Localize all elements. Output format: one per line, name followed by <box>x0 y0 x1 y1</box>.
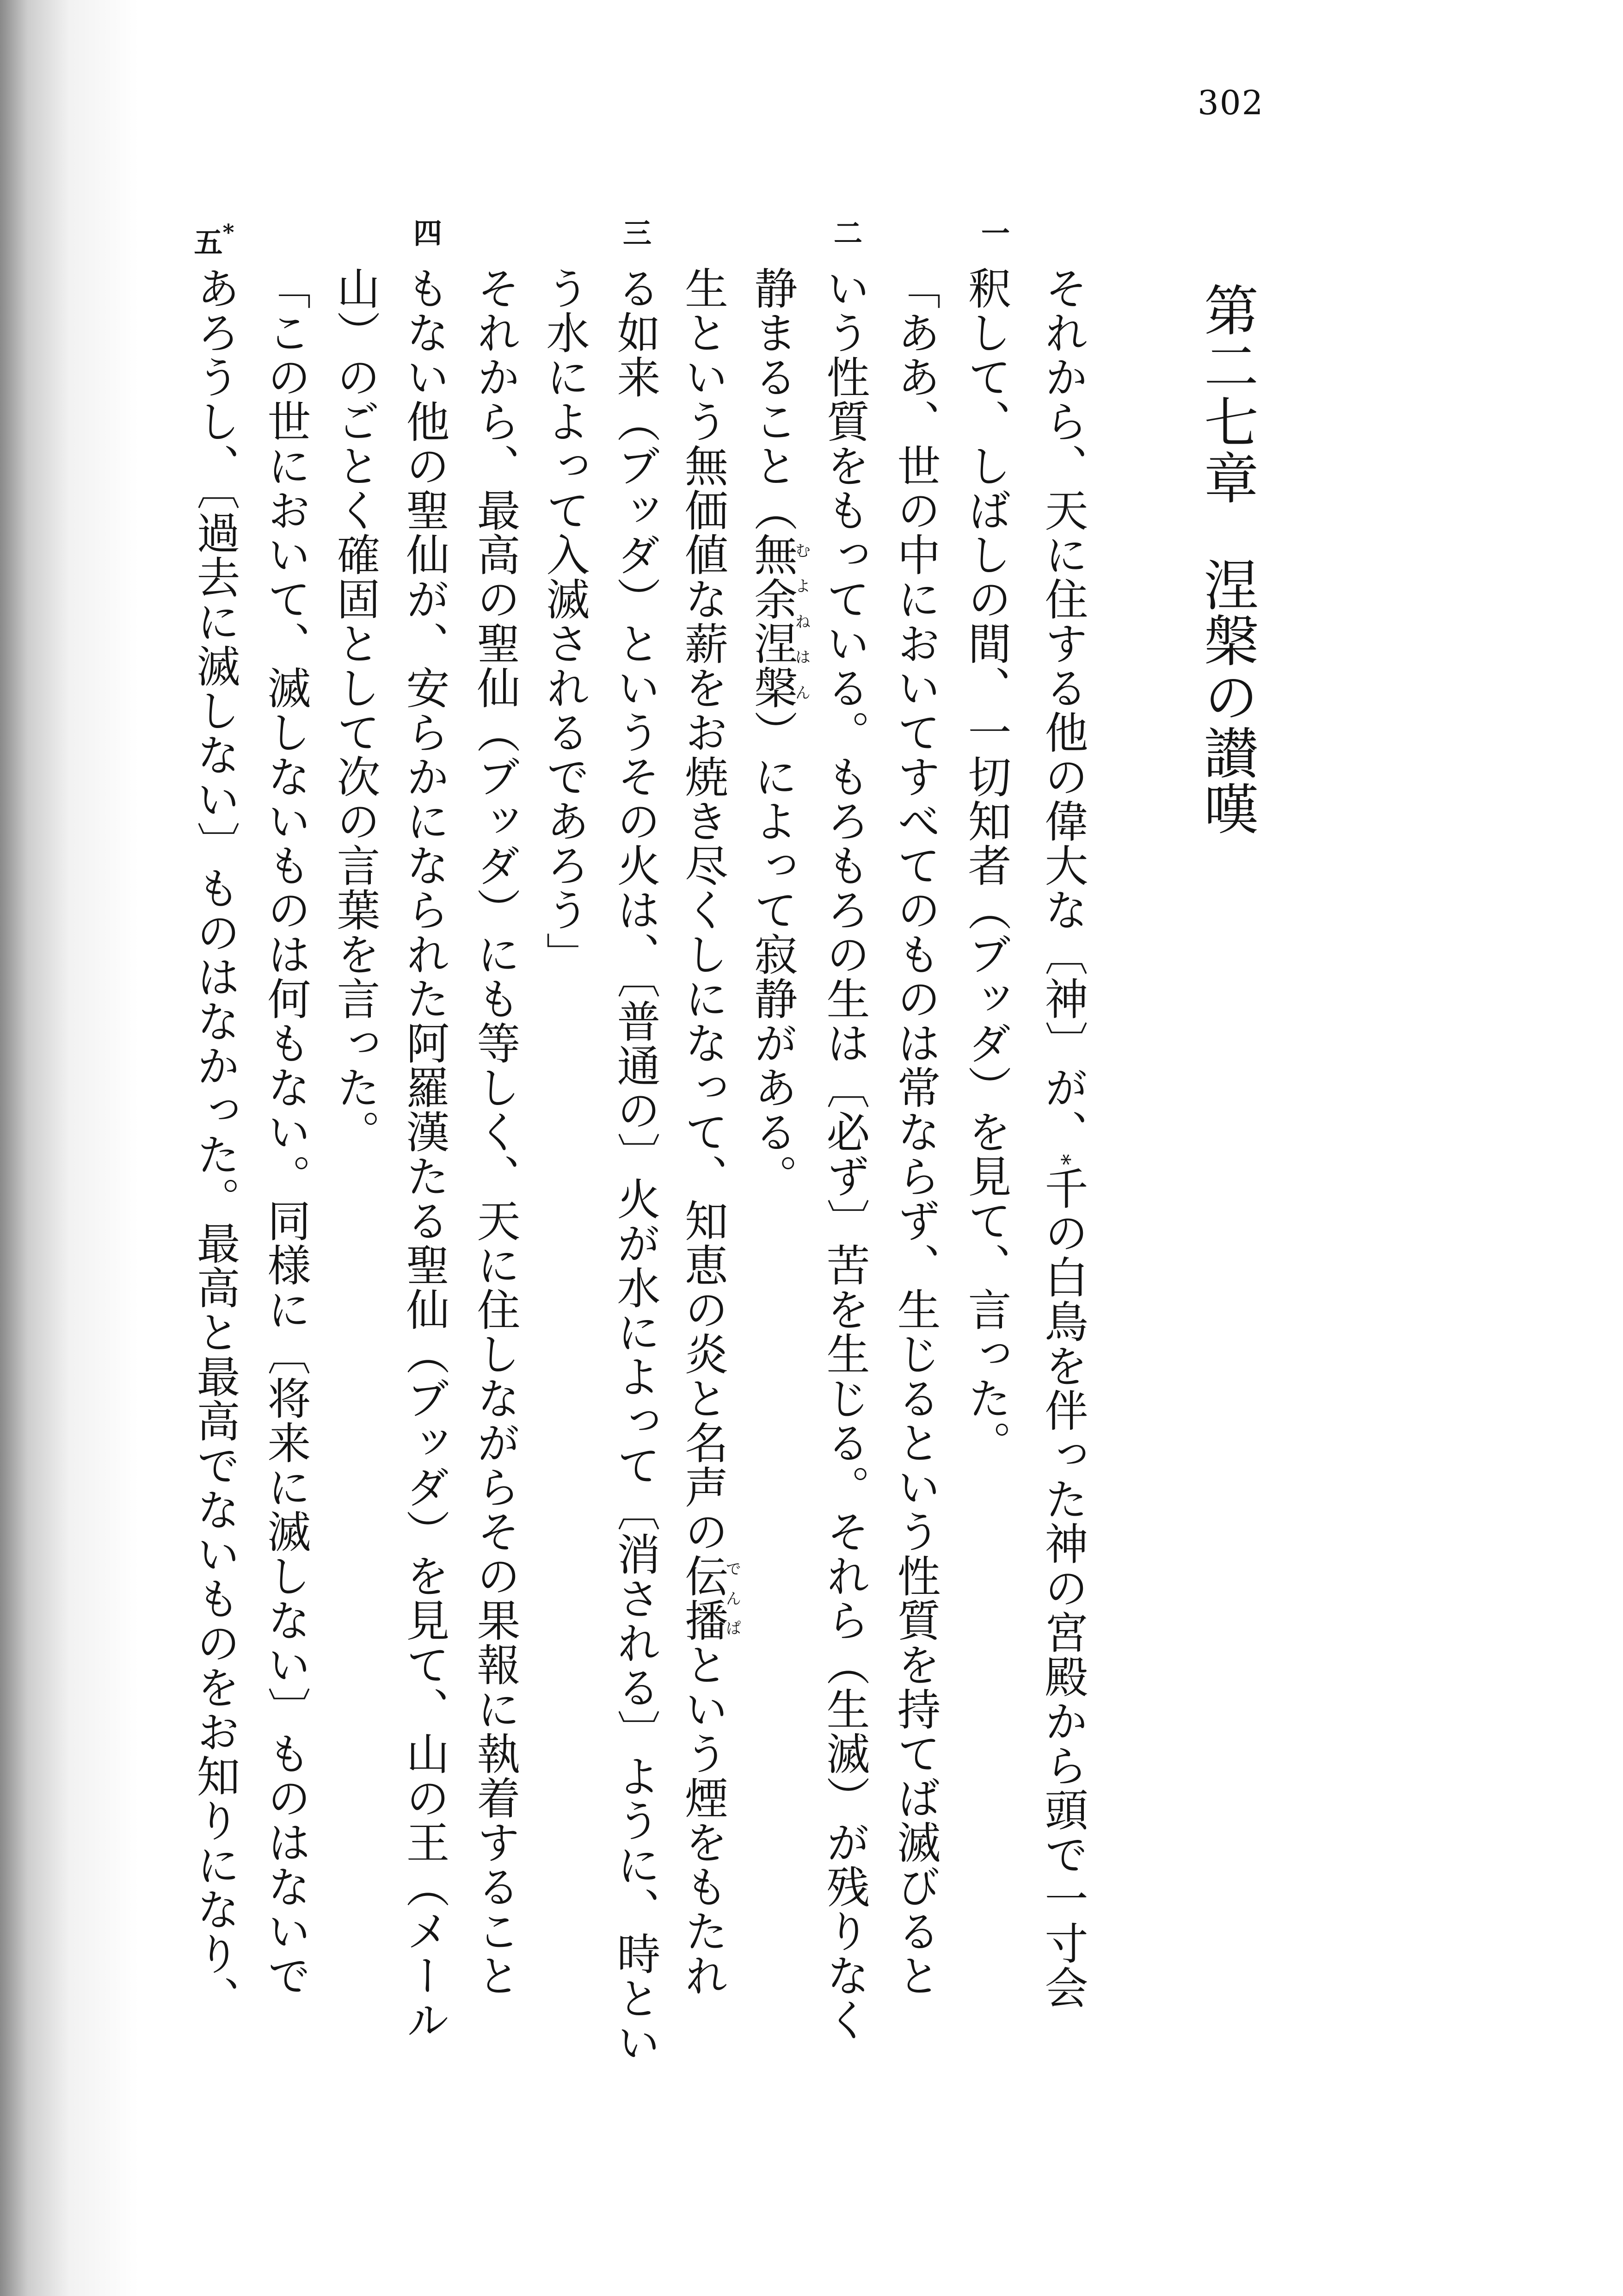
text-segment: あろうし、〔過去に滅しない〕ものはなかった。最高と最高でないものをお知りになり、 <box>189 266 240 2020</box>
chapter-number: 第二七章 <box>1195 282 1259 506</box>
verse-marker-3: 三 <box>622 216 652 250</box>
ruby-reading: むよねはん <box>792 532 811 710</box>
text-segment: 釈して、しばしの間、一切知者（ブッダ）を見て、言った。 <box>960 266 1011 1465</box>
text-column-5 <box>740 266 809 2185</box>
chapter-title: 涅槃の讃嘆 <box>1195 557 1259 837</box>
text-segment: ）によって寂静がある。 <box>746 710 797 1198</box>
ruby-word: 伝播でんぱ <box>677 1554 741 1642</box>
scan-edge-shadow <box>0 0 139 2296</box>
footnote-mark: * <box>1049 1154 1075 1166</box>
ruby-reading: でんぱ <box>723 1554 741 1642</box>
text-column-2 <box>951 266 1020 2185</box>
text-segment: 千の白鳥を伴った神の宮殿から頭で一寸会 <box>1037 1166 1088 2010</box>
text-column-10 <box>389 266 458 2185</box>
text-segment: それから、最高の聖仙（ブッダ）にも等しく、天に住しながらその果報に執着すること <box>469 266 520 1998</box>
verse-marker-5-number: 五 <box>194 226 223 259</box>
text-segment: 「この世において、滅しないものは何もない。同様に〔将来に滅しない〕ものはないで <box>260 266 310 1998</box>
verse-marker-2: 二 <box>833 216 862 250</box>
text-column-8 <box>529 266 598 2185</box>
text-segment: もない他の聖仙が、安らかになられた阿羅漢たる聖仙（ブッダ）を見て、山の王（メール <box>399 266 449 2042</box>
ruby-word: 無余涅槃むよねはん <box>746 532 811 710</box>
text-segment: る如来（ブッダ）というその火は、〔普通の〕火が水によって〔消される〕ように、時とい <box>609 266 660 2065</box>
text-segment: いう性質をもっている。もろもろの生は〔必ず〕苦を生じる。それら（生滅）が残りなく <box>819 266 869 2042</box>
text-column-1 <box>1027 266 1097 2185</box>
text-segment: それから、天に住する他の偉大な〔神〕が、 <box>1037 266 1088 1154</box>
text-segment: 静まること（ <box>746 266 797 532</box>
page-number: 302 <box>1198 83 1264 122</box>
chapter-heading <box>1192 282 1261 930</box>
text-column-11 <box>320 266 389 2185</box>
text-column-4 <box>809 266 879 2185</box>
verse-marker-1: 一 <box>981 216 1010 250</box>
text-segment: う水によって入滅されるであろう」 <box>539 266 589 976</box>
verse-marker-5-note: * <box>222 220 234 246</box>
text-column-7 <box>600 266 669 2185</box>
text-segment: 「ああ、世の中においてすべてのものは常ならず、生じるという性質を持てば滅びると <box>890 266 940 1998</box>
text-column-12 <box>250 266 320 2185</box>
text-column-3 <box>880 266 949 2185</box>
text-column-13 <box>179 266 249 2185</box>
verse-marker-4: 四 <box>413 216 442 250</box>
text-column-6 <box>670 266 740 2185</box>
text-segment: 生という無価値な薪をお焼き尽くしになって、知恵の炎と名声の <box>677 266 728 1554</box>
text-column-9 <box>460 266 529 2185</box>
text-segment: という煙をもたれ <box>677 1642 728 1998</box>
verse-marker-5 <box>189 220 240 261</box>
text-segment: 山）のごとく確固として次の言葉を言った。 <box>329 266 380 1154</box>
